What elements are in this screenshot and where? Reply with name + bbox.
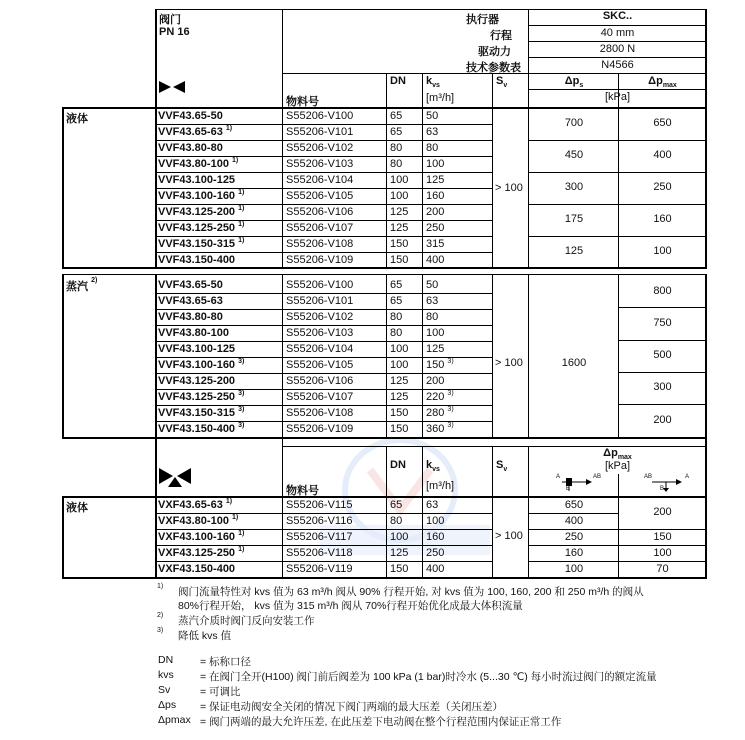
steam-label: 蒸汽 $^{2)}$: [66, 277, 98, 293]
row-divider: [155, 204, 492, 205]
liquid-dpmax: 650: [653, 117, 672, 129]
liquid-kvs: 50: [426, 110, 439, 122]
liquid-part-no: S55206-V103: [286, 158, 354, 170]
liquid-dn: 65: [390, 110, 403, 122]
footnote-1-line1: 阀门流量特性对 kvs 值为 63 m³/h 阀从 90% 行程开始, 对 kvs 值为 100, 160, 200 和 250 m³/h 的阀从: [178, 586, 644, 598]
liquid-dps: 300: [564, 181, 584, 193]
legend-text: = 可调比: [200, 686, 241, 698]
liquid-dn: 125: [390, 206, 409, 218]
steam-part-no: S55206-V102: [286, 311, 354, 323]
legend-term: Sv: [158, 684, 171, 696]
liquid-label: 液体: [66, 113, 88, 125]
port-ab-left: AB: [593, 474, 602, 480]
row-divider: [155, 545, 492, 546]
tw-kvs-unit: [m³/h]: [426, 480, 455, 492]
steam-model: VVF43.150-400 $^{3)}$: [158, 422, 245, 435]
tw-model: VXF43.125-250 $^{1)}$: [158, 546, 245, 559]
liquid-model: VVF43.80-80: [158, 142, 223, 154]
tw-part-no: S55206-V115: [286, 499, 353, 511]
footnote-2-text: 蒸汽介质时阀门反向安装工作: [178, 615, 315, 627]
row-divider: [155, 220, 492, 221]
legend-term: kvs: [158, 669, 174, 681]
steam-dn: 150: [390, 407, 409, 419]
tw-dn: 65: [390, 499, 403, 511]
liquid-dps: 125: [564, 245, 584, 257]
tw-dn: 150: [390, 563, 409, 575]
legend-term: DN: [158, 654, 174, 666]
steam-dpmax: 200: [653, 414, 672, 426]
steam-model: VVF43.80-100: [158, 327, 229, 339]
liquid-kvs: 100: [426, 158, 445, 170]
liquid-dn: 100: [390, 174, 409, 186]
liquid-model: VVF43.125-200 $^{1)}$: [158, 205, 245, 218]
liquid-part-no: S55206-V104: [286, 174, 354, 186]
tw-kvs-header: $k_{vs}$: [426, 459, 440, 474]
steam-kvs: 360 $^{3)}$: [426, 422, 454, 435]
liquid-dn: 150: [390, 254, 409, 266]
liquid-part-no: S55206-V108: [286, 238, 354, 250]
liquid-kvs: 315: [426, 238, 445, 250]
pair-divider: [528, 236, 706, 237]
tw-liquid-label: 液体: [66, 502, 88, 514]
tw-dpmax-col2: 100: [653, 547, 672, 559]
row-divider: [155, 309, 492, 310]
steam-part-no: S55206-V104: [286, 343, 354, 355]
steam-part-no: S55206-V105: [286, 359, 354, 371]
steam-kvs: 63: [426, 295, 439, 307]
steam-part-no: S55206-V106: [286, 375, 354, 387]
liquid-dpmax: 400: [653, 149, 672, 161]
steam-dpmax: 300: [653, 381, 672, 393]
steam-model: VVF43.65-63: [158, 295, 223, 307]
tw-dn: 125: [390, 547, 409, 559]
liquid-kvs: 160: [426, 190, 445, 202]
legend-text: = 在阀门全开(H100) 阀门前后阀差为 100 kPa (1 bar)时冷水 (5...30 ℃) 每小时流过阀门的额定流量: [200, 671, 657, 683]
steam-dn: 100: [390, 359, 409, 371]
tw-part-no: S55206-V116: [286, 515, 353, 527]
legend-text: = 阀门两端的最大允许压差, 在此压差下电动阀在整个行程范围内保证正常工作: [200, 716, 562, 728]
steam-dn: 65: [390, 295, 403, 307]
tw-part-no: S55206-V119: [286, 563, 353, 575]
tw-model: VXF43.150-400: [158, 563, 236, 575]
tw-kvs: 400: [426, 563, 445, 575]
tw-dpmax-col1: 100: [564, 563, 584, 575]
row-divider: [528, 529, 618, 530]
tw-part-no: S55206-V117: [286, 531, 353, 543]
tw-dn: 80: [390, 515, 403, 527]
tw-dpmax-col1: 160: [564, 547, 584, 559]
liquid-part-no: S55206-V109: [286, 254, 354, 266]
steam-part-no: S55206-V107: [286, 391, 354, 403]
liquid-model: VVF43.100-125: [158, 174, 236, 186]
liquid-dps: 450: [564, 149, 584, 161]
row-divider: [155, 513, 492, 514]
liquid-model: VVF43.100-160 $^{1)}$: [158, 189, 245, 202]
tw-kvs: 63: [426, 499, 439, 511]
stroke-value: 40 mm: [600, 27, 635, 39]
force-label: 驱动力: [478, 46, 511, 58]
legend-text: = 标称口径: [200, 656, 252, 668]
steam-dn: 65: [390, 279, 403, 291]
liquid-kvs: 200: [426, 206, 445, 218]
steam-model: VVF43.125-200: [158, 375, 236, 387]
steam-model: VVF43.125-250 $^{3)}$: [158, 390, 245, 403]
two-way-valve-icon: [158, 80, 186, 94]
dpmax-divider: [618, 404, 706, 405]
liquid-model: VVF43.65-50: [158, 110, 223, 122]
steam-part-no: S55206-V103: [286, 327, 354, 339]
steam-model: VVF43.100-125: [158, 343, 236, 355]
steam-sv: > 100: [495, 357, 523, 369]
tw-dn-header: DN: [390, 459, 406, 471]
liquid-kvs: 63: [426, 126, 439, 138]
steam-dn: 100: [390, 343, 409, 355]
tw-kvs: 160: [426, 531, 445, 543]
footnote-3-mark: 3): [157, 627, 164, 634]
dn-header: DN: [390, 75, 406, 87]
steam-model: VVF43.65-50: [158, 279, 223, 291]
liquid-dn: 125: [390, 222, 409, 234]
steam-dn: 150: [390, 423, 409, 435]
stroke-label: 行程: [490, 30, 512, 42]
row-divider: [155, 172, 492, 173]
dpmax-divider: [618, 372, 706, 373]
steam-kvs: 200: [426, 375, 445, 387]
dps-header: $\Delta p_s$: [564, 75, 584, 90]
tw-part-no-header: 物料号: [286, 485, 319, 497]
row-divider: [528, 561, 618, 562]
steam-kvs: 150 $^{3)}$: [426, 358, 454, 371]
liquid-model: VVF43.80-100 $^{1)}$: [158, 157, 239, 170]
row-divider: [155, 236, 492, 237]
kpa-unit: [kPa]: [604, 91, 631, 103]
port-ab-right: AB: [644, 474, 653, 480]
tw-part-no: S55206-V118: [286, 547, 353, 559]
actuator-value: SKC..: [602, 10, 633, 22]
row-divider: [155, 389, 492, 390]
steam-kvs: 100: [426, 327, 445, 339]
kvs-header: $k_{vs}$: [426, 75, 440, 90]
row-divider: [155, 373, 492, 374]
kvs-unit: [m³/h]: [426, 92, 455, 104]
liquid-part-no: S55206-V101: [286, 126, 354, 138]
steam-dpmax: 500: [653, 349, 672, 361]
dpmax-divider: [618, 340, 706, 341]
tw-dpmax-header: $\Delta p_{max}$: [603, 447, 632, 462]
liquid-dps: 175: [564, 213, 584, 225]
liquid-dn: 150: [390, 238, 409, 250]
row-divider: [155, 529, 492, 530]
liquid-sv: > 100: [495, 182, 523, 194]
valve-label: 阀门: [159, 14, 181, 26]
steam-model: VVF43.80-80: [158, 311, 223, 323]
row-divider: [155, 341, 492, 342]
three-way-valve-icon: [158, 466, 192, 488]
row-divider: [528, 545, 618, 546]
datasheet-value: N4566: [601, 59, 634, 71]
steam-model: VVF43.100-160 $^{3)}$: [158, 358, 245, 371]
liquid-dpmax: 100: [653, 245, 672, 257]
steam-dn: 80: [390, 311, 403, 323]
tw-dpmax-col2: 150: [653, 531, 672, 543]
tw-sv-header: $S_v$: [496, 459, 508, 474]
tw-dpmax-col2: 70: [656, 563, 669, 575]
tw-dpmax-merged: 200: [653, 506, 672, 518]
row-divider: [155, 156, 492, 157]
row-divider: [618, 529, 706, 530]
liquid-model: VVF43.65-63 $^{1)}$: [158, 125, 233, 138]
row-divider: [155, 421, 492, 422]
pair-divider: [528, 204, 706, 205]
port-b-left: B: [566, 486, 571, 492]
datasheet-label: 技术参数表: [466, 62, 521, 74]
tw-model: VXF43.80-100 $^{1)}$: [158, 514, 239, 527]
pn-label: PN 16: [159, 26, 190, 38]
port-b-right: B: [660, 486, 665, 492]
liquid-dn: 100: [390, 190, 409, 202]
liquid-part-no: S55206-V105: [286, 190, 354, 202]
steam-kvs: 80: [426, 311, 439, 323]
sv-header: $S_v$: [496, 75, 508, 90]
liquid-part-no: S55206-V107: [286, 222, 354, 234]
tw-model: VXF43.65-63 $^{1)}$: [158, 498, 233, 511]
port-a-left: A: [556, 474, 561, 480]
steam-part-no: S55206-V109: [286, 423, 354, 435]
tw-kpa-unit: [kPa]: [604, 460, 631, 472]
tw-sv: > 100: [495, 530, 523, 542]
pair-divider: [528, 140, 706, 141]
steam-dps: 1600: [561, 357, 587, 369]
liquid-dpmax: 250: [653, 181, 672, 193]
actuator-label: 执行器: [466, 14, 499, 26]
steam-dpmax: 800: [653, 285, 672, 297]
row-divider: [528, 513, 618, 514]
steam-dn: 125: [390, 375, 409, 387]
row-divider: [155, 561, 492, 562]
steam-dn: 80: [390, 327, 403, 339]
steam-kvs: 50: [426, 279, 439, 291]
port-a-right: A: [685, 474, 690, 480]
footnote-3-text: 降低 kvs 值: [178, 630, 232, 642]
tw-dn: 100: [390, 531, 409, 543]
footnote-1-mark: 1): [157, 583, 164, 590]
liquid-model: VVF43.125-250 $^{1)}$: [158, 221, 245, 234]
liquid-part-no: S55206-V100: [286, 110, 354, 122]
liquid-kvs: 250: [426, 222, 445, 234]
legend-term: Δps: [158, 699, 177, 711]
liquid-part-no: S55206-V102: [286, 142, 354, 154]
liquid-dn: 80: [390, 158, 403, 170]
steam-dpmax: 750: [653, 317, 672, 329]
row-divider: [155, 325, 492, 326]
tw-model: VXF43.100-160 $^{1)}$: [158, 530, 245, 543]
row-divider: [155, 357, 492, 358]
tw-dpmax-col1: 250: [564, 531, 584, 543]
steam-part-no: S55206-V100: [286, 279, 354, 291]
liquid-model: VVF43.150-400: [158, 254, 236, 266]
liquid-model: VVF43.150-315 $^{1)}$: [158, 237, 245, 250]
liquid-part-no: S55206-V106: [286, 206, 354, 218]
row-divider: [618, 545, 706, 546]
footnote-1-line2: 80%行程开始， kvs 值为 315 m³/h 阀从 70%行程开始优化成最大体积流量: [178, 600, 523, 612]
steam-kvs: 125: [426, 343, 445, 355]
row-divider: [618, 561, 706, 562]
row-divider: [155, 293, 492, 294]
dpmax-divider: [618, 307, 706, 308]
liquid-dps: 700: [564, 117, 584, 129]
steam-kvs: 280 $^{3)}$: [426, 406, 454, 419]
force-value: 2800 N: [599, 43, 636, 55]
liquid-kvs: 400: [426, 254, 445, 266]
liquid-dn: 80: [390, 142, 403, 154]
liquid-kvs: 80: [426, 142, 439, 154]
row-divider: [155, 252, 492, 253]
legend-term: Δpmax: [158, 714, 191, 726]
row-divider: [155, 188, 492, 189]
liquid-dn: 65: [390, 126, 403, 138]
steam-part-no: S55206-V101: [286, 295, 354, 307]
row-divider: [155, 405, 492, 406]
liquid-dpmax: 160: [653, 213, 672, 225]
part-no-header: 物料号: [286, 96, 319, 108]
legend-text: = 保证电动阀安全关闭的情况下阀门两端的最大压差（关闭压差）: [200, 701, 504, 713]
tw-kvs: 100: [426, 515, 445, 527]
liquid-kvs: 125: [426, 174, 445, 186]
tw-dpmax-col1: 650: [564, 499, 584, 511]
row-divider: [155, 124, 492, 125]
tw-dpmax-col1: 400: [564, 515, 584, 527]
steam-dn: 125: [390, 391, 409, 403]
tw-kvs: 250: [426, 547, 445, 559]
steam-part-no: S55206-V108: [286, 407, 354, 419]
dpmax-header: $\Delta p_{max}$: [648, 75, 677, 90]
steam-model: VVF43.150-315 $^{3)}$: [158, 406, 245, 419]
steam-kvs: 220 $^{3)}$: [426, 390, 454, 403]
pair-divider: [528, 172, 706, 173]
row-divider: [155, 140, 492, 141]
footnote-2-mark: 2): [157, 612, 164, 619]
